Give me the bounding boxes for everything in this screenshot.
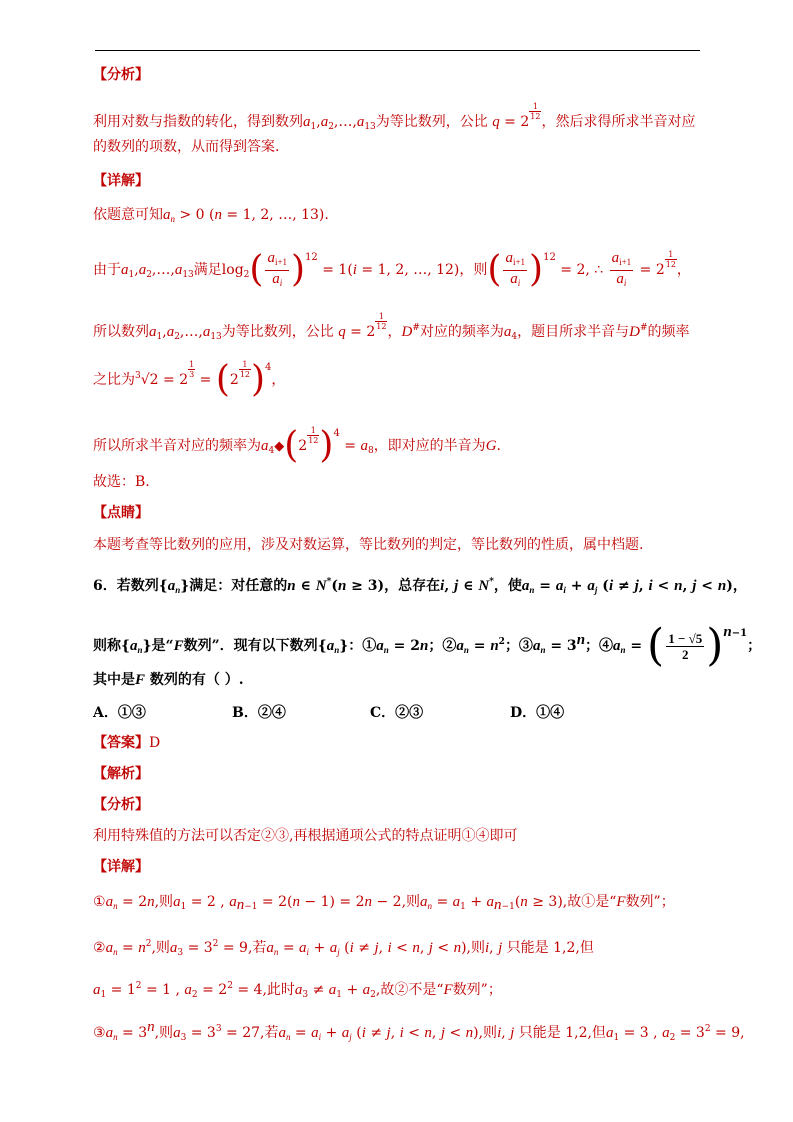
answer-label: 【答案】 (93, 735, 149, 751)
analysis-line-2: 的数列的项数，从而得到答案. (93, 139, 280, 155)
option-a: A．①③ (93, 705, 146, 721)
section-analysis-1: 【分析】 (93, 67, 149, 83)
detail-2-line-1: $①a_n = 2n$,则$a_1 = 2$ , $a_{n-1} = 2(n - 1) = 2n - 2$,则$a_n = a_1 + a_{n-1}(n \ge 3)$,故①是“F数列”； (93, 894, 675, 913)
section-detail-2: 【详解】 (93, 859, 149, 875)
analysis-2-line: 利用特殊值的方法可以否定②③,再根据通项公式的特点证明①④即可 (93, 828, 518, 844)
detail-line-1: 依题意可知$a_n > 0$ (n = 1, 2, …, 13). (93, 207, 329, 224)
comment-line: 本题考查等比数列的应用，涉及对数运算，等比数列的判定，等比数列的性质，属中档题. (93, 537, 644, 553)
option-c: C．②③ (370, 705, 424, 721)
option-d: D．①④ (510, 705, 565, 721)
answer-line (93, 733, 160, 753)
option-b: B．②④ (232, 705, 286, 721)
section-solution: 【解析】 (93, 766, 149, 782)
detail-2-line-3: $a_1 = 1^2 = 1$ , $a_2 = 2^2 = 4$,此时$a_3 \ne a_1 + a_2$,故②不是“F数列”； (93, 981, 502, 1000)
answer-value: D (149, 735, 161, 751)
section-comment: 【点睛】 (93, 505, 149, 521)
detail-line-4: 之比为$^3$√2 = 2 $\frac{1}{3}$ = (2 $\frac{1}{12}$ )4， (93, 359, 286, 400)
detail-line-2: 由于$a_1,a_2,\dots,a_{13}$满足$\log_2$( $\frac{a_{i+1}}{a_i}$ )12 = 1(i = 1, 2, …, 12)，则( $\frac{a_{i+1}}{a_i}$ )12 = 2, ∴ $\frac{a_{i+1}}{a_i}$ = 2 $\frac{1}{12}$ ， (93, 249, 691, 290)
question-6-line-3: 其中是F 数列的有（ ）. (93, 672, 244, 688)
detail-line-3: 所以数列$a_1,a_2,\dots,a_{13}$为等比数列，公比 q = 2 $\frac{1}{12}$ ，D#对应的频率为$a_4$，题目所求半音与D#的频率 (93, 312, 690, 342)
question-6-line-1: 6．若数列$\{a_n\}$满足：对任意的n ∈ N*(n ≥ 3)，总存在i, j ∈ N*，使$a_n = a_i + a_j$ (i ≠ j, i < n, j < n)， (93, 577, 747, 595)
section-analysis-2: 【分析】 (93, 797, 149, 813)
detail-2-line-4: $③a_n = 3^n$,则$a_3 = 3^3 = 27$,若$a_n = a_i + a_j$ (i ≠ j, i < n, j < n),则i, j 只能是 1,2,但$a_1 = 3$ , $a_2 = 3^2 = 9$, (93, 1019, 745, 1043)
detail-line-5: 所以所求半音对应的频率为$a_4◆(2$ $\frac{1}{12}$ )$4 = a_8$，即对应的半音为G. (93, 425, 501, 466)
header-rule (95, 50, 700, 51)
analysis-line-1: 利用对数与指数的转化，得到数列$a_1,a_2,\dots,a_{13}$为等比数列，公比 q = 2 $\frac{1}{12}$ ，然后求得所求半音对应 (93, 102, 696, 132)
choice-line: 故选：B. (93, 474, 150, 490)
detail-2-line-2: $②a_n = n^2$,则$a_3 = 3^2 = 9$,若$a_n = a_i + a_j$ (i ≠ j, i < n, j < n),则i, j 只能是 1,2,但 (93, 939, 594, 958)
section-detail-1: 【详解】 (93, 173, 149, 189)
question-6-line-2: 则称$\{a_n\}$是“F数列”．现有以下数列$\{a_n\}$：$①a_n = 2n$；$②a_n = n^2$；$③a_n = 3^n$；$④a_n$ = ( $\frac{1 - √5}{2}$ )n−1； (93, 620, 762, 671)
